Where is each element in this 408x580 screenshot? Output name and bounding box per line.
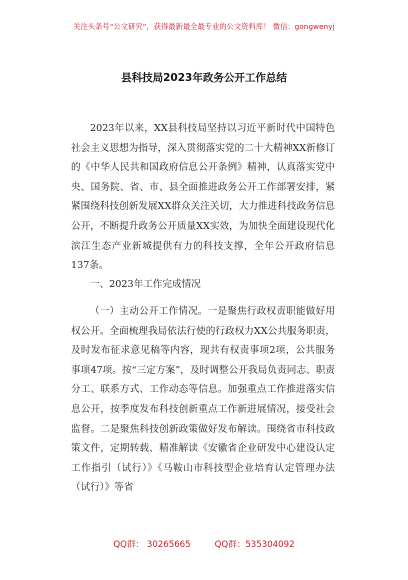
promo-banner: 关注头条号“公文研究”，获得最新最全最专业的公文资料库！ 微信：gongwenyj xyxy=(73,22,335,31)
document-title: 县科技局2023年政务公开工作总结 xyxy=(121,72,287,84)
section-heading: 一、2023年工作完成情况 xyxy=(90,279,201,290)
intro-paragraph: 2023年以来，XX县科技局坚持以习近平新时代中国特色社会主义思想为指导，深入贯彻落实党的二十大精神XX新修订的《中华人民共和国政府信息公开条例》精神，认真落实党中央、国务院、省、市、县全面推进政务公开工作部署安排，紧紧围绕科技创新发展XX群众关注关切，大力推进科技政务信息公开，不断提升政务公开质量XX实效，为加快全面建设现代化滨江生态产业新城提供有力的科技支撑，全年公开政府信息137条。 xyxy=(71,123,335,272)
footer-qq-group-1: QQ群： 30265665 xyxy=(113,540,191,550)
footer-contact xyxy=(0,538,408,550)
section-paragraph: （一）主动公开工作情况。一是聚焦行政权责职能做好用权公开。全面梳理我局依法行使的行政权力XX公共服务职责，及时发布征求意见稿等内容，现共有权责事项2项，公共服务事项47项。按“三定方案”，及时调整公开我局负责同志、职责分工、联系方式、工作动态等信息。加强重点工作推进落实信息公开，按季度发布科技创新重点工作新进展情况，接受社会监督。二是聚焦科技创新政策做好发布解读。围绕省市科技政策文件，定期转载、精准解读《安徽省企业研发中心建设认定工作指引（试行）》《马鞍山市科技型企业培育认定管理办法（试行）》等省 xyxy=(71,306,335,494)
footer-qq-group-2: QQ群：535304092 xyxy=(214,540,295,550)
